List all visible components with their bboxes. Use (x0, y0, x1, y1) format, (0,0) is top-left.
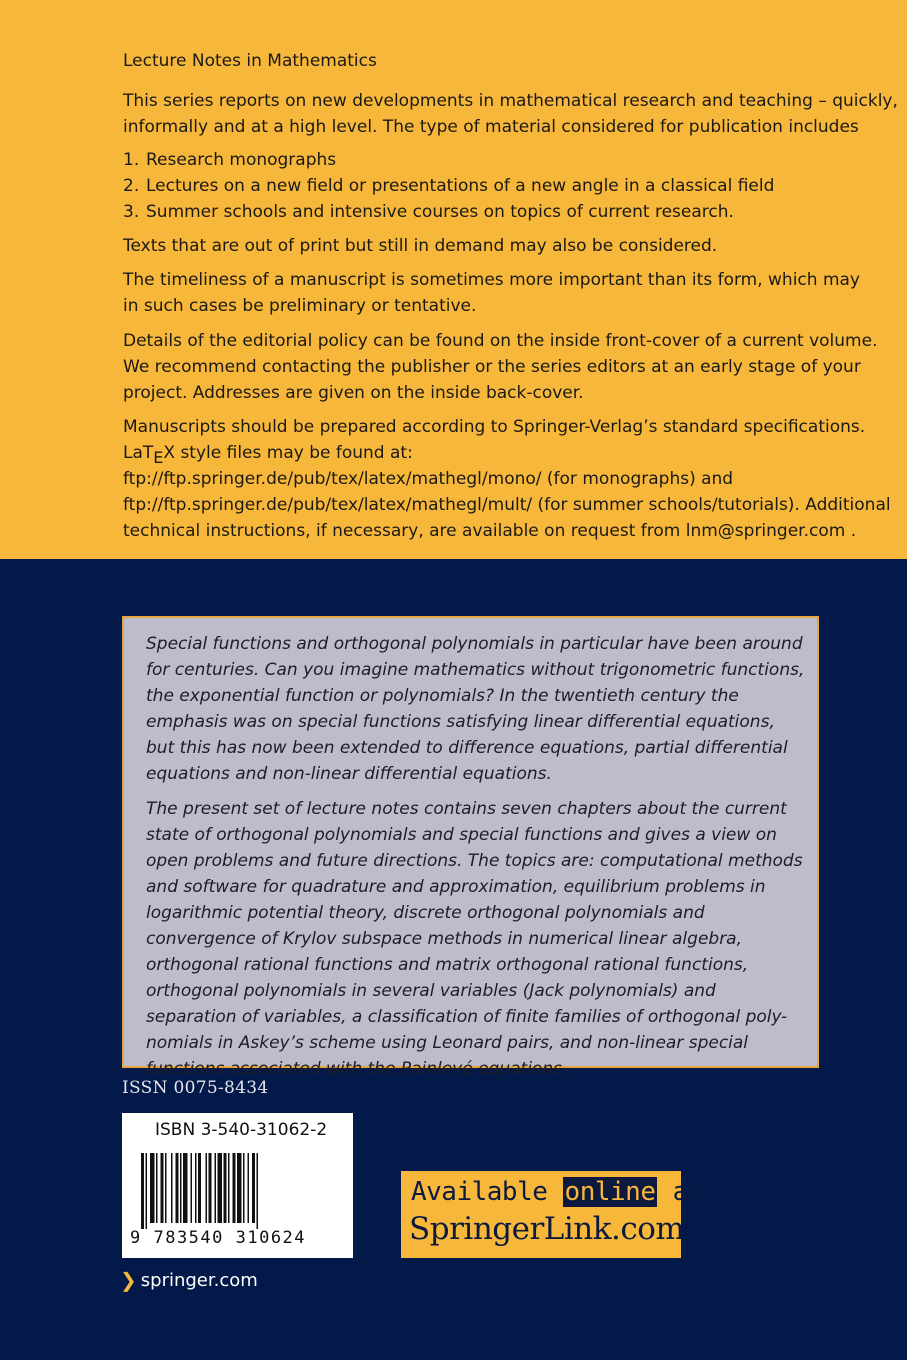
issn-label: ISSN 0075-8434 (122, 1078, 269, 1098)
barcode (122, 1113, 353, 1258)
springer-link[interactable] (120, 1268, 258, 1292)
manuscripts-line: Manuscripts should be prepared according to Springer-Verlag’s standard specifications. (123, 417, 866, 437)
ean-number: 9 783540 310624 (130, 1228, 307, 1248)
intro-line-1: This series reports on new developments in mathematical research and teaching – quickly, (123, 91, 898, 111)
springerlink-logo (401, 1171, 703, 1258)
list-item: 2. Lectures on a new field or presentations of a new angle in a classical field (123, 176, 775, 196)
intro-line-2: informally and at a high level. The type of material considered for publication includes (123, 117, 859, 137)
out-of-print-text: Texts that are out of print but still in demand may also be considered. (123, 236, 718, 256)
technical-instructions: technical instructions, if necessary, are available on request from lnm@springer.com . (123, 521, 857, 541)
details-line-2: We recommend contacting the publisher or the series editors at an early stage of your (123, 357, 861, 377)
details-line-1: Details of the editorial policy can be found on the inside front-cover of a current volume. (123, 331, 878, 351)
series-title: Lecture Notes in Mathematics (123, 51, 377, 71)
barcode-bars-icon (141, 1153, 337, 1229)
springer-url-label: springer.com (140, 1269, 258, 1291)
description-paragraph-1: Special functions and orthogonal polynomials in particular have been around for centuries. Can you imagine mathematics without trigonometric functions, the exponential function or polynomials? In the twentieth century the emphasis was on special functions satisfying linear differential equations, but this has now been extended to difference equations, partial differential equations and non-linear differential equations. (146, 634, 805, 784)
chevron-right-icon: ❯ (120, 1268, 137, 1292)
description-paragraph-2: The present set of lecture notes contains seven chapters about the current state of orthogonal polynomials and special functions and gives a view on open problems and future directions. The topics are: computational methods and software for quadrature and approximation, equilibrium problems in logarithmic potential theory, discrete orthogonal polynomials and convergence of Krylov subspace methods in numerical linear algebra, orthogonal rational functions and matrix orthogonal rational functions, orthogonal polynomials in several variables (Jack polynomials) and separation of variables, a classification of finite families of orthogonal poly-nomials in Askey’s scheme using Leonard pairs, and non-linear special functions associated with the Painlevé equations. (146, 799, 803, 1079)
list-item: 1. Research monographs (123, 150, 337, 170)
isbn-label: ISBN 3-540-31062-2 (155, 1120, 328, 1140)
details-line-3: project. Addresses are given on the inside back-cover. (123, 383, 584, 403)
ftp-mult-link[interactable]: ftp://ftp.springer.de/pub/tex/latex/mathegl/mult/ (for summer schools/tutorials). Additional (123, 495, 891, 515)
latex-line: LaTEX style files may be found at: (123, 443, 413, 467)
springerlink-text: SpringerLink.com (409, 1211, 685, 1247)
available-online-text: Available online at (411, 1177, 703, 1207)
list-item: 3. Summer schools and intensive courses on topics of current research. (123, 202, 734, 222)
series-info-panel (0, 0, 907, 559)
timeliness-line-2: in such cases be preliminary or tentative. (123, 296, 477, 316)
ftp-mono-link[interactable]: ftp://ftp.springer.de/pub/tex/latex/mathegl/mono/ (for monographs) and (123, 469, 734, 489)
material-list (123, 147, 774, 225)
timeliness-line-1: The timeliness of a manuscript is sometimes more important than its form, which may (123, 270, 860, 290)
book-description-box (122, 616, 819, 1079)
